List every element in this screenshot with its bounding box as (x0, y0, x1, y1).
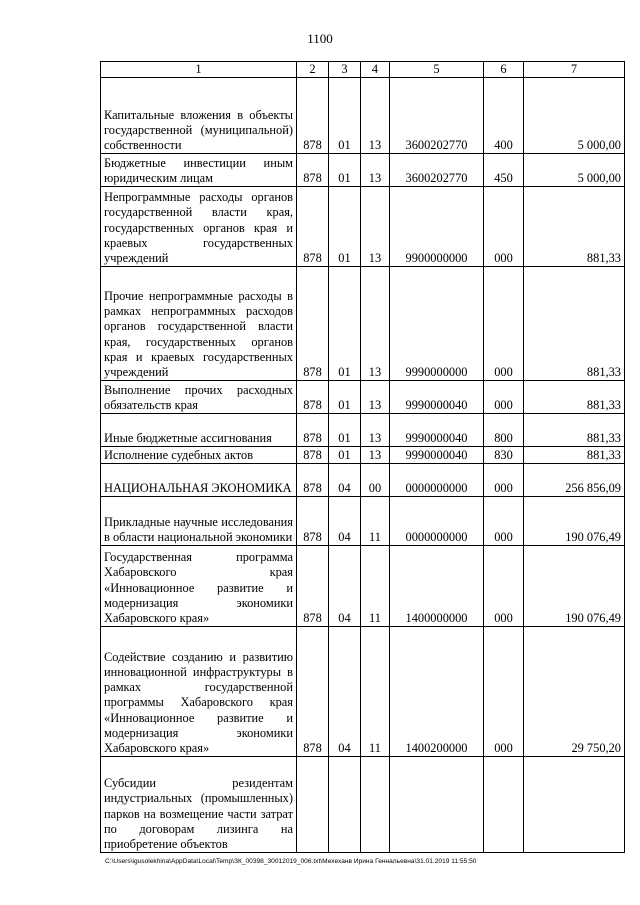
cell-csr: 0000000000 (390, 464, 484, 497)
row-name: НАЦИОНАЛЬНАЯ ЭКОНОМИКА (101, 464, 297, 497)
table-row (101, 187, 625, 267)
table-row (101, 546, 625, 627)
cell-rz: 04 (329, 546, 361, 627)
row-name: Содействие созданию и развитию инновационной инфраструктуры в рамках государственной программы Хабаровского края «Инновационное развитие и модернизация экономики Хабаровского края» (101, 627, 297, 757)
column-header: 5 (390, 62, 484, 78)
cell-pr: 13 (361, 381, 390, 414)
cell-ved: 878 (297, 627, 329, 757)
cell-csr: 1400200000 (390, 627, 484, 757)
cell-rz: 01 (329, 414, 361, 447)
cell-sum: 881,33 (524, 187, 625, 267)
cell-ved: 878 (297, 154, 329, 187)
cell-vr: 830 (484, 447, 524, 464)
cell-vr: 400 (484, 78, 524, 154)
cell-ved: 878 (297, 267, 329, 381)
cell-csr: 1400000000 (390, 546, 484, 627)
cell-ved: 878 (297, 381, 329, 414)
cell-pr: 11 (361, 546, 390, 627)
cell-vr: 000 (484, 381, 524, 414)
table-row (101, 78, 625, 154)
row-name: Бюджетные инвестиции иным юридическим лицам (101, 154, 297, 187)
row-name: Непрограммные расходы органов государственной власти края, государственных органов края и краевых государственных учреждений (101, 187, 297, 267)
table-row (101, 267, 625, 381)
table-row (101, 464, 625, 497)
table-row (101, 154, 625, 187)
cell-rz: 01 (329, 154, 361, 187)
table-row (101, 447, 625, 464)
cell-pr: 13 (361, 267, 390, 381)
cell-csr: 9990000040 (390, 381, 484, 414)
cell-rz: 04 (329, 627, 361, 757)
cell-sum: 881,33 (524, 414, 625, 447)
cell-pr: 13 (361, 78, 390, 154)
cell-csr (390, 757, 484, 853)
cell-ved: 878 (297, 78, 329, 154)
cell-sum: 881,33 (524, 381, 625, 414)
cell-vr: 000 (484, 497, 524, 546)
cell-sum: 190 076,49 (524, 546, 625, 627)
budget-table (100, 61, 625, 853)
cell-ved: 878 (297, 447, 329, 464)
table-row (101, 757, 625, 853)
cell-sum: 881,33 (524, 447, 625, 464)
column-header: 6 (484, 62, 524, 78)
cell-vr: 000 (484, 187, 524, 267)
table-row (101, 497, 625, 546)
cell-vr: 800 (484, 414, 524, 447)
row-name: Исполнение судебных актов (101, 447, 297, 464)
cell-pr: 11 (361, 627, 390, 757)
table-row (101, 627, 625, 757)
cell-pr: 13 (361, 187, 390, 267)
cell-csr: 9900000000 (390, 187, 484, 267)
cell-vr: 000 (484, 546, 524, 627)
cell-sum: 5 000,00 (524, 154, 625, 187)
cell-rz: 04 (329, 464, 361, 497)
cell-pr: 13 (361, 414, 390, 447)
row-name: Выполнение прочих расходных обязательств края (101, 381, 297, 414)
cell-vr: 000 (484, 464, 524, 497)
cell-sum: 5 000,00 (524, 78, 625, 154)
column-header: 7 (524, 62, 625, 78)
cell-rz: 01 (329, 447, 361, 464)
header-row (101, 62, 625, 78)
cell-vr (484, 757, 524, 853)
cell-csr: 9990000040 (390, 447, 484, 464)
cell-rz: 01 (329, 187, 361, 267)
cell-rz: 01 (329, 267, 361, 381)
cell-vr: 450 (484, 154, 524, 187)
row-name: Капитальные вложения в объекты государственной (муниципальной) собственности (101, 78, 297, 154)
row-name: Прочие непрограммные расходы в рамках непрограммных расходов органов государственной власти края, государственных органов края и краевых государственных учреждений (101, 267, 297, 381)
cell-rz: 01 (329, 78, 361, 154)
cell-ved: 878 (297, 464, 329, 497)
cell-csr: 3600202770 (390, 154, 484, 187)
cell-ved: 878 (297, 414, 329, 447)
footer-path: C:\Users\igusolekhina\AppData\Local\Temp\ЗК_00398_30012019_006.txt\Мехеханв Ирина Геннальевна\31.01.2019 11:55:50 (105, 858, 477, 865)
row-name: Прикладные научные исследования в области национальной экономики (101, 497, 297, 546)
cell-sum: 190 076,49 (524, 497, 625, 546)
cell-ved: 878 (297, 187, 329, 267)
cell-csr: 9990000040 (390, 414, 484, 447)
cell-sum: 29 750,20 (524, 627, 625, 757)
cell-rz: 04 (329, 497, 361, 546)
cell-csr: 0000000000 (390, 497, 484, 546)
cell-ved: 878 (297, 546, 329, 627)
cell-ved: 878 (297, 497, 329, 546)
cell-rz (329, 757, 361, 853)
page-number: 1100 (307, 31, 333, 46)
table-row (101, 414, 625, 447)
row-name: Иные бюджетные ассигнования (101, 414, 297, 447)
cell-rz: 01 (329, 381, 361, 414)
cell-csr: 3600202770 (390, 78, 484, 154)
cell-sum: 256 856,09 (524, 464, 625, 497)
row-name: Государственная программа Хабаровского края «Инновационное развитие и модернизация экономики Хабаровского края» (101, 546, 297, 627)
cell-pr: 13 (361, 154, 390, 187)
column-header: 4 (361, 62, 390, 78)
cell-vr: 000 (484, 267, 524, 381)
column-header: 2 (297, 62, 329, 78)
cell-ved (297, 757, 329, 853)
table-row (101, 381, 625, 414)
cell-pr: 13 (361, 447, 390, 464)
cell-pr: 00 (361, 464, 390, 497)
column-header: 3 (329, 62, 361, 78)
cell-pr (361, 757, 390, 853)
cell-pr: 11 (361, 497, 390, 546)
cell-vr: 000 (484, 627, 524, 757)
cell-sum (524, 757, 625, 853)
cell-sum: 881,33 (524, 267, 625, 381)
column-header: 1 (101, 62, 297, 78)
cell-csr: 9990000000 (390, 267, 484, 381)
row-name: Субсидии резидентам индустриальных (промышленных) парков на возмещение части затрат по договорам лизинга на приобретение объектов (101, 757, 297, 853)
